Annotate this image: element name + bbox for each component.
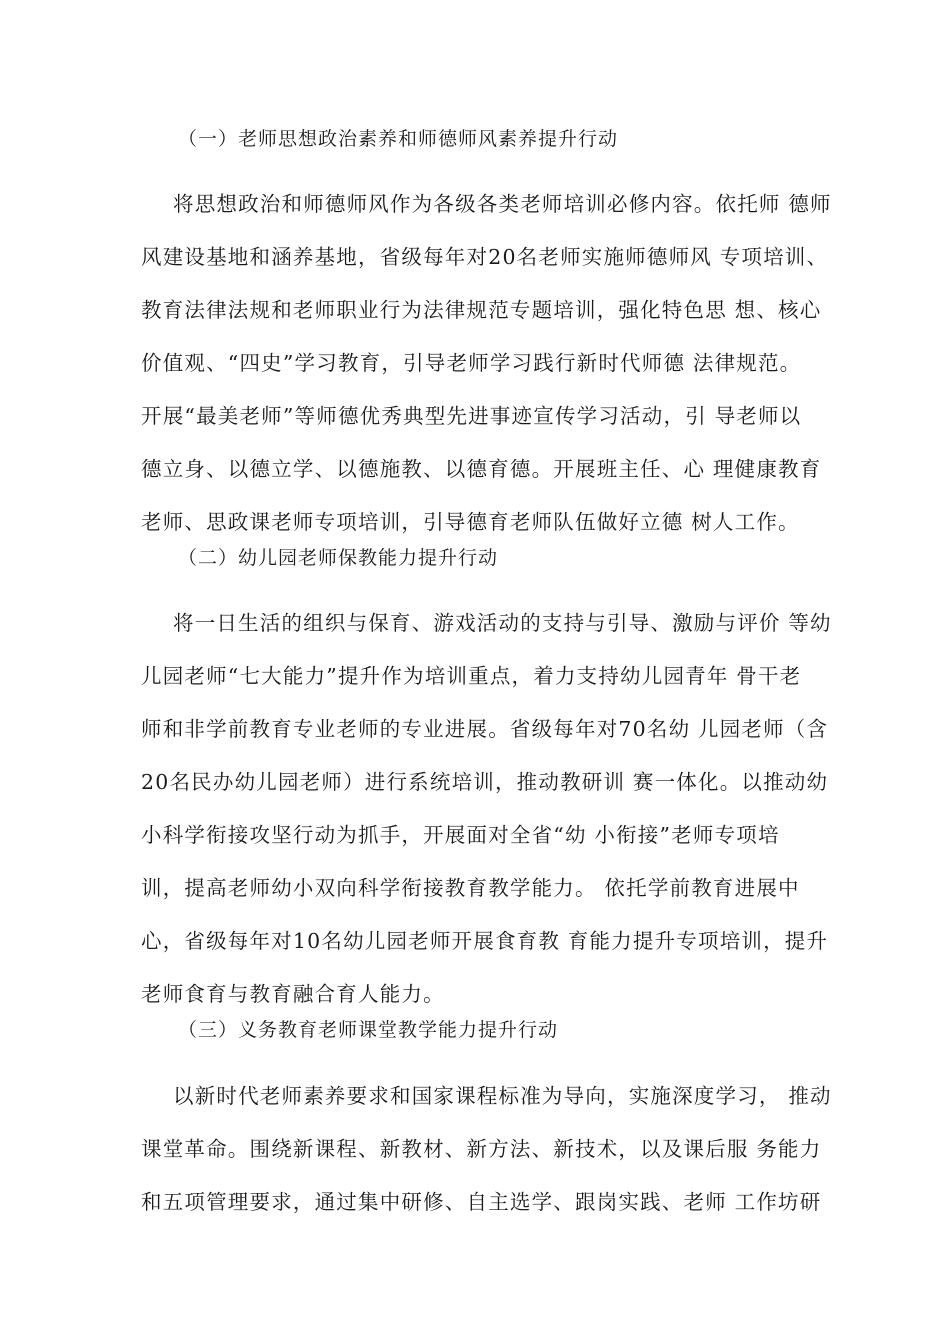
- paragraph-line: 课堂革命。围绕新课程、新教材、新方法、新技术，以及课后服 务能力: [141, 1137, 822, 1161]
- paragraph-line: 20名民办幼儿园老师）进行系统培训，推动教研训 赛一体化。以推动幼: [141, 770, 829, 794]
- paragraph-line: 以新时代老师素养要求和国家课程标准为导向，实施深度学习， 推动: [173, 1084, 832, 1108]
- paragraph-line: 老师食育与教育融合育人能力。: [141, 982, 445, 1006]
- section-heading-2: （二）幼儿园老师保教能力提升行动: [178, 547, 499, 569]
- paragraph-line: 价值观、“四史”学习教育，引导老师学习践行新时代师德 法律规范。: [141, 351, 802, 375]
- paragraph-line: 训，提高老师幼小双向科学衔接教育教学能力。 依托学前教育进展中: [141, 876, 800, 900]
- paragraph-line: 师和非学前教育专业老师的专业进展。省级每年对70名幼 儿园老师（含: [141, 717, 829, 741]
- section-heading-1: （一）老师思想政治素养和师德师风素养提升行动: [178, 128, 619, 150]
- paragraph-line: 小科学衔接攻坚行动为抓手，开展面对全省“幼 小衔接”老师专项培: [141, 823, 780, 847]
- paragraph-line: 开展“最美老师”等师德优秀典型先进事迹宣传学习活动，引 导老师以: [141, 404, 802, 428]
- paragraph-line: 教育法律法规和老师职业行为法律规范专题培训，强化特色思 想、核心: [141, 298, 822, 322]
- paragraph-line: 儿园老师“七大能力”提升作为培训重点，着力支持幼儿园青年 骨干老: [141, 664, 802, 688]
- paragraph-line: 将一日生活的组织与保育、游戏活动的支持与引导、激励与评价 等幼: [173, 611, 832, 635]
- paragraph-line: 心，省级每年对10名幼儿园老师开展食育教 育能力提升专项培训，提升: [141, 929, 829, 953]
- paragraph-line: 德立身、以德立学、以德施教、以德育德。开展班主任、心 理健康教育: [141, 457, 822, 481]
- paragraph-line: 风建设基地和涵养基地，省级每年对20名老师实施师德师风 专项培训、: [141, 245, 829, 269]
- section-heading-3: （三）义务教育老师课堂教学能力提升行动: [178, 1019, 559, 1041]
- paragraph-line: 老师、思政课老师专项培训，引导德育老师队伍做好立德 树人工作。: [141, 510, 800, 534]
- paragraph-line: 将思想政治和师德师风作为各级各类老师培训必修内容。依托师 德师: [173, 192, 832, 216]
- paragraph-line: 和五项管理要求，通过集中研修、自主选学、跟岗实践、老师 工作坊研: [141, 1190, 822, 1214]
